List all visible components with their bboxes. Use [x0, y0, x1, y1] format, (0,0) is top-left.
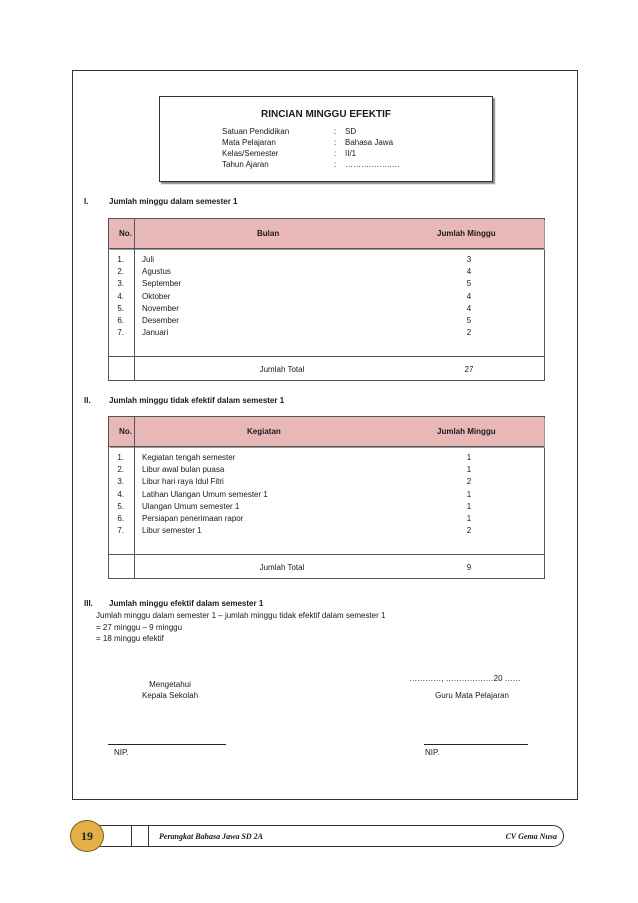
section-title: Jumlah minggu dalam semester 1 — [109, 197, 238, 206]
footer-bar — [80, 825, 564, 847]
total-label: Jumlah Total — [259, 365, 305, 374]
row-number: 2. — [117, 267, 124, 277]
section-title: Jumlah minggu tidak efektif dalam semester 1 — [109, 396, 285, 405]
effective-weeks-calculation — [96, 610, 385, 645]
table-body — [109, 255, 544, 340]
info-colon: : — [334, 149, 337, 158]
info-label: Satuan Pendidikan — [222, 127, 290, 136]
row-number: 1. — [117, 453, 124, 462]
month-name: Desember — [142, 315, 179, 325]
row-number: 7. — [117, 526, 124, 536]
month-name: September — [142, 279, 182, 289]
week-count: 1 — [466, 453, 472, 462]
acknowledged-label: Mengetahui — [149, 680, 191, 689]
activity-name: Libur hari raya Idul Fitri — [142, 477, 224, 487]
effective-months-table — [108, 218, 545, 381]
week-count: 2 — [466, 328, 472, 338]
info-value: ……….……..… — [345, 160, 400, 169]
month-name: Juli — [142, 255, 155, 264]
table-row — [109, 514, 544, 526]
book-title: Perangkat Bahasa Jawa SD 2A — [159, 832, 264, 841]
column-header-month: Bulan — [257, 229, 280, 238]
activity-name: Libur awal bulan puasa — [142, 465, 225, 475]
teacher-title: Guru Mata Pelajaran — [435, 691, 509, 700]
table-row — [109, 328, 544, 340]
row-number: 5. — [117, 303, 124, 313]
table-header — [109, 417, 544, 447]
calculation-line: Jumlah minggu dalam semester 1 – jumlah minggu tidak efektif dalam semester 1 — [96, 611, 386, 620]
row-number: 6. — [117, 315, 124, 325]
week-count: 5 — [466, 315, 472, 325]
info-colon: : — [334, 127, 337, 136]
principal-title: Kepala Sekolah — [141, 691, 199, 700]
table-row — [109, 453, 544, 465]
table-row — [109, 316, 544, 328]
section-title: Jumlah minggu efektif dalam semester 1 — [109, 599, 264, 608]
row-number: 7. — [117, 328, 124, 338]
teacher-nip: NIP. — [425, 748, 440, 757]
week-count: 5 — [466, 279, 472, 289]
table-row — [109, 502, 544, 514]
column-header-no: No. — [119, 229, 132, 238]
table-row — [109, 477, 544, 489]
column-header-weeks: Jumlah Minggu — [437, 427, 496, 436]
week-count: 3 — [466, 255, 472, 264]
total-row — [109, 356, 544, 381]
place-date: …………, ………………20 …… — [409, 674, 521, 683]
table-row — [109, 255, 544, 267]
footer-divider — [131, 826, 149, 846]
page-footer — [70, 818, 566, 852]
month-name: Agustus — [142, 267, 171, 277]
week-count: 4 — [466, 303, 472, 313]
week-count: 4 — [466, 291, 472, 301]
month-name: Januari — [142, 328, 169, 338]
identity-info — [222, 126, 462, 170]
table-row — [109, 267, 544, 279]
row-number: 6. — [117, 513, 124, 523]
info-row — [222, 148, 462, 159]
table-row — [109, 526, 544, 538]
month-name: Oktober — [142, 291, 171, 301]
info-value: Bahasa Jawa — [345, 138, 394, 147]
total-row — [109, 554, 544, 579]
document-title: RINCIAN MINGGU EFEKTIF — [261, 109, 391, 120]
row-number: 4. — [117, 489, 124, 499]
table-header — [109, 219, 544, 249]
calculation-line: = 27 minggu – 9 minggu — [96, 622, 183, 632]
table-body — [109, 453, 544, 538]
section-number: II. — [84, 396, 91, 405]
principal-nip: NIP. — [114, 748, 129, 757]
total-value: 27 — [464, 365, 474, 374]
info-value: II/1 — [345, 149, 357, 158]
info-label: Kelas/Semester — [222, 149, 279, 158]
activity-name: Persiapan penerimaan rapor — [142, 513, 244, 523]
non-effective-weeks-table — [108, 416, 545, 579]
table-row — [109, 465, 544, 477]
total-value: 9 — [466, 563, 472, 572]
header-box — [159, 96, 493, 182]
row-number: 2. — [117, 465, 124, 475]
section-number: III. — [84, 599, 93, 608]
week-count: 1 — [466, 513, 472, 523]
table-row — [109, 304, 544, 316]
info-value: SD — [345, 127, 357, 136]
row-number: 1. — [117, 255, 124, 264]
info-row — [222, 126, 462, 137]
row-number: 4. — [117, 291, 124, 301]
principal-signature-line — [108, 744, 226, 745]
activity-name: Libur semester 1 — [142, 526, 202, 536]
week-count: 2 — [466, 477, 472, 487]
week-count: 2 — [466, 526, 472, 536]
table-row — [109, 490, 544, 502]
info-colon: : — [334, 138, 337, 147]
info-label: Tahun Ajaran — [222, 160, 269, 169]
column-header-activity: Kegiatan — [247, 427, 281, 436]
activity-name: Ulangan Umum semester 1 — [142, 501, 240, 511]
info-colon: : — [334, 160, 337, 169]
month-name: November — [142, 303, 179, 313]
table-row — [109, 279, 544, 291]
section-number: I. — [84, 197, 89, 206]
activity-name: Kegiatan tengah semester — [142, 453, 236, 462]
table-row — [109, 292, 544, 304]
info-row — [222, 137, 462, 148]
week-count: 1 — [466, 489, 472, 499]
row-number: 5. — [117, 501, 124, 511]
week-count: 1 — [466, 465, 472, 475]
calculation-line: = 18 minggu efektif — [96, 634, 164, 643]
activity-name: Latihan Ulangan Umum semester 1 — [142, 489, 268, 499]
total-label: Jumlah Total — [259, 563, 305, 572]
teacher-signature-line — [424, 744, 528, 745]
week-count: 4 — [466, 267, 472, 277]
week-count: 1 — [466, 501, 472, 511]
column-header-weeks: Jumlah Minggu — [437, 229, 496, 238]
row-number: 3. — [117, 477, 124, 487]
page-number: 19 — [70, 820, 104, 852]
publisher-name: CV Gema Nusa — [505, 832, 557, 841]
info-row — [222, 159, 462, 170]
row-number: 3. — [117, 279, 124, 289]
info-label: Mata Pelajaran — [222, 138, 276, 147]
column-header-no: No. — [119, 427, 132, 436]
